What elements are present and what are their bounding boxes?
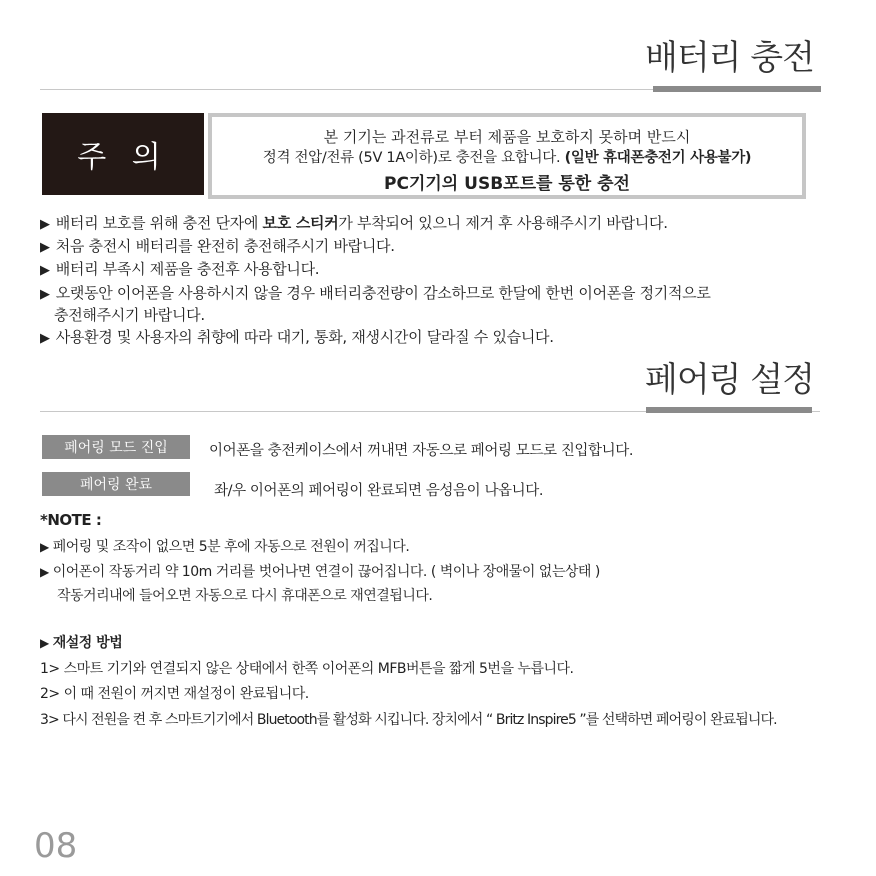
pairing-done-badge: 페어링 완료 (42, 472, 190, 496)
battery-bullet-3 (40, 258, 319, 279)
battery-bullet-1 (40, 212, 668, 233)
caution-box (208, 113, 806, 199)
note-item-2-text: 이어폰이 작동거리 약 10m 거리를 벗어나면 연결이 끊어집니다. ( 벽이나 장애물이 없는상태 ) (52, 564, 600, 580)
pairing-title-accent (646, 407, 812, 413)
caution-line-3: PC기기의 USB포트를 통한 충전 (384, 174, 630, 194)
triangle-right-icon: ▶ (40, 263, 50, 278)
triangle-right-icon: ▶ (40, 565, 49, 579)
triangle-right-icon: ▶ (40, 331, 50, 346)
battery-bullet-5-text: 사용환경 및 사용자의 취향에 따라 대기, 통화, 재생시간이 달라질 수 있습니다. (55, 328, 554, 346)
note-item-2-continued: 작동거리내에 들어오면 자동으로 다시 휴대폰으로 재연결됩니다. (57, 588, 433, 604)
reset-step-2: 2> 이 때 전원이 꺼지면 재설정이 완료됩니다. (40, 686, 309, 702)
note-item-1-text: 페어링 및 조작이 없으면 5분 후에 자동으로 전원이 꺼집니다. (52, 539, 410, 555)
triangle-right-icon: ▶ (40, 540, 49, 554)
caution-line-2-emphasis: (일반 휴대폰충전기 사용불가) (564, 150, 752, 166)
battery-bullet-4-text: 오랫동안 이어폰을 사용하시지 않을 경우 배터리충전량이 감소하므로 한달에 한번 이어폰을 정기적으로 (55, 284, 711, 302)
battery-bullet-2 (40, 235, 395, 256)
reset-step-3: 3> 다시 전원을 켠 후 스마트기기에서 Bluetooth를 활성화 시킵니다. 장치에서 “ Britz Inspire5 ”를 선택하면 페어링이 완료됩니다. (40, 712, 777, 728)
battery-bullet-1-rest: 가 부착되어 있으니 제거 후 사용해주시기 바랍니다. (338, 214, 668, 232)
caution-line-2-text: 정격 전압/전류 (5V 1A이하)로 충전을 요합니다. (262, 150, 565, 166)
reset-title (40, 632, 122, 652)
triangle-right-icon: ▶ (40, 217, 50, 232)
battery-bullet-4-continued: 충전해주시기 바랍니다. (54, 306, 205, 324)
battery-bullet-5 (40, 326, 554, 347)
note-title: *NOTE : (40, 511, 102, 529)
note-item-2 (40, 561, 600, 581)
battery-section-title: 배터리 충전 (644, 38, 814, 78)
caution-label: 주 의 (42, 113, 204, 195)
reset-title-text: 재설정 방법 (52, 635, 123, 651)
battery-bullet-3-text: 배터리 부족시 제품을 충전후 사용합니다. (55, 260, 320, 278)
page-number: 08 (34, 826, 78, 866)
pairing-mode-badge: 페어링 모드 진입 (42, 435, 190, 459)
pairing-mode-description: 이어폰을 충전케이스에서 꺼내면 자동으로 페어링 모드로 진입합니다. (209, 443, 634, 459)
battery-bullet-1-text: 배터리 보호를 위해 충전 단자에 (55, 214, 263, 232)
battery-title-accent (653, 86, 821, 92)
triangle-right-icon: ▶ (40, 240, 50, 255)
battery-bullet-4 (40, 282, 711, 303)
battery-bullet-1-emphasis: 보호 스티커 (262, 214, 339, 232)
reset-step-1: 1> 스마트 기기와 연결되지 않은 상태에서 한쪽 이어폰의 MFB버튼을 짧게 5번을 누릅니다. (40, 661, 574, 677)
battery-bullet-2-text: 처음 충전시 배터리를 완전히 충전해주시기 바랍니다. (55, 237, 395, 255)
triangle-right-icon: ▶ (40, 287, 50, 302)
caution-line-1: 본 기기는 과전류로 부터 제품을 보호하지 못하며 반드시 (323, 128, 691, 146)
caution-line-2 (212, 146, 802, 167)
pairing-section-title: 페어링 설정 (644, 360, 814, 400)
note-item-1 (40, 536, 409, 556)
pairing-done-description: 좌/우 이어폰의 페어링이 완료되면 음성음이 나옵니다. (214, 483, 544, 499)
triangle-right-icon: ▶ (40, 636, 49, 650)
